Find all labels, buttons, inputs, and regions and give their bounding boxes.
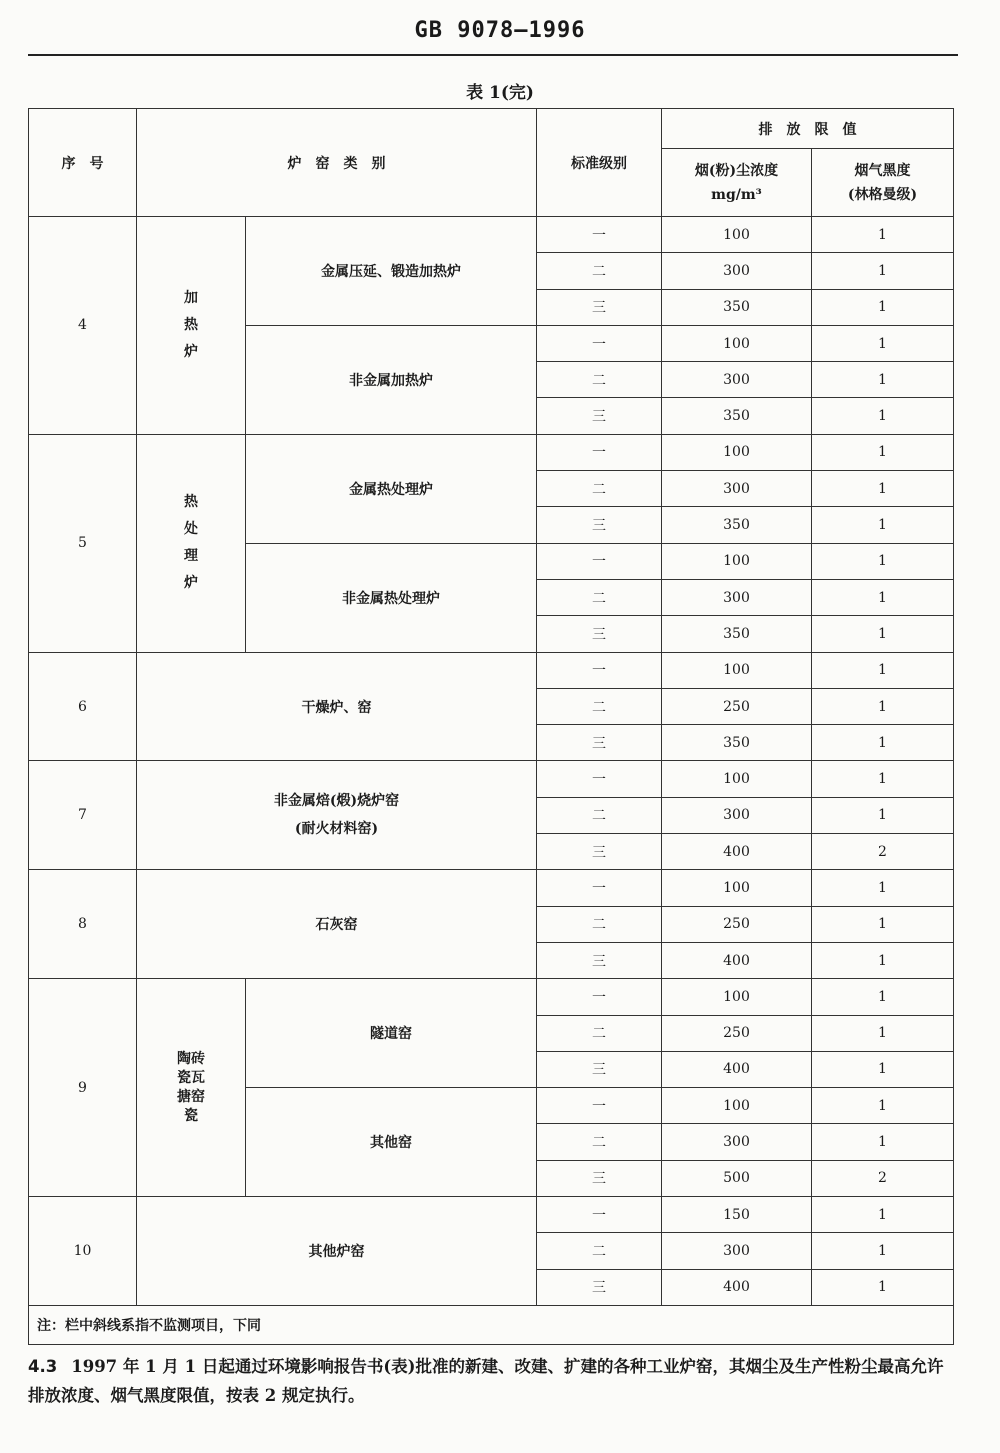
- dust-value: 300: [662, 362, 812, 398]
- level-cell: 二: [537, 688, 662, 724]
- clause-number: 4.3: [28, 1357, 58, 1376]
- header-dust-unit: mg/m³: [711, 186, 762, 203]
- header-smoke: [812, 149, 954, 217]
- level-cell: 二: [537, 253, 662, 289]
- main-category-label: 热处理炉: [184, 494, 198, 592]
- level-cell: 二: [537, 471, 662, 507]
- dust-value: 350: [662, 289, 812, 325]
- smoke-value: 1: [812, 1051, 954, 1087]
- level-cell: 三: [537, 1269, 662, 1305]
- dust-value: 400: [662, 834, 812, 870]
- seq-cell: 5: [29, 434, 137, 652]
- sub-category-cell: 金属压延、锻造加热炉: [246, 217, 537, 326]
- header-dust-line1: 烟(粉)尘浓度: [694, 162, 779, 179]
- header-category: 炉 窑 类 别: [137, 109, 537, 217]
- level-cell: 一: [537, 870, 662, 906]
- smoke-value: 1: [812, 1197, 954, 1233]
- smoke-value: 2: [812, 1160, 954, 1196]
- smoke-value: 1: [812, 289, 954, 325]
- sub-category-cell: 金属热处理炉: [246, 434, 537, 543]
- table-row: [29, 652, 954, 688]
- smoke-value: 1: [812, 1088, 954, 1124]
- standard-code: GB 9078—1996: [414, 18, 586, 43]
- smoke-value: 1: [812, 942, 954, 978]
- sub-category-cell: 非金属加热炉: [246, 325, 537, 434]
- dust-value: 100: [662, 652, 812, 688]
- smoke-value: 1: [812, 906, 954, 942]
- level-cell: 一: [537, 1197, 662, 1233]
- seq-cell: 8: [29, 870, 137, 979]
- emission-limits-table: [28, 108, 954, 1345]
- sub-category-cell: 非金属热处理炉: [246, 543, 537, 652]
- smoke-value: 1: [812, 579, 954, 615]
- dust-value: 400: [662, 942, 812, 978]
- level-cell: 二: [537, 797, 662, 833]
- smoke-value: 1: [812, 1233, 954, 1269]
- dust-value: 500: [662, 1160, 812, 1196]
- seq-cell: 10: [29, 1197, 137, 1306]
- level-cell: 三: [537, 834, 662, 870]
- dust-value: 100: [662, 217, 812, 253]
- main-category-line2: 瓷瓦: [177, 1069, 205, 1086]
- level-cell: 三: [537, 616, 662, 652]
- level-cell: 三: [537, 398, 662, 434]
- category-cell: 石灰窑: [137, 870, 537, 979]
- smoke-value: 1: [812, 398, 954, 434]
- smoke-value: 1: [812, 761, 954, 797]
- dust-value: 350: [662, 616, 812, 652]
- dust-value: 300: [662, 797, 812, 833]
- table-row: [29, 761, 954, 797]
- smoke-value: 1: [812, 434, 954, 470]
- table-row: [29, 1197, 954, 1233]
- dust-value: 350: [662, 507, 812, 543]
- smoke-value: 1: [812, 253, 954, 289]
- main-category-line1: 陶砖: [177, 1050, 205, 1067]
- category-line2: (耐火材料窑): [294, 821, 379, 838]
- level-cell: 一: [537, 1088, 662, 1124]
- level-cell: 二: [537, 906, 662, 942]
- level-cell: 一: [537, 325, 662, 361]
- smoke-value: 1: [812, 1124, 954, 1160]
- smoke-value: 1: [812, 870, 954, 906]
- smoke-value: 1: [812, 725, 954, 761]
- level-cell: 一: [537, 652, 662, 688]
- category-line1: 非金属焙(煅)烧炉窑: [273, 793, 400, 810]
- header-level: 标准级别: [537, 109, 662, 217]
- seq-cell: 6: [29, 652, 137, 761]
- smoke-value: 1: [812, 471, 954, 507]
- dust-value: 300: [662, 1233, 812, 1269]
- clause-4-3: [28, 1352, 958, 1410]
- header-dust: [662, 149, 812, 217]
- dust-value: 250: [662, 688, 812, 724]
- dust-value: 100: [662, 543, 812, 579]
- dust-value: 100: [662, 1088, 812, 1124]
- header-smoke-line2: (林格曼级): [847, 186, 918, 203]
- dust-value: 300: [662, 1124, 812, 1160]
- main-category-cell: [137, 217, 246, 435]
- level-cell: 一: [537, 434, 662, 470]
- dust-value: 100: [662, 870, 812, 906]
- category-cell: 其他炉窑: [137, 1197, 537, 1306]
- main-category-label: 加热炉: [184, 289, 198, 360]
- main-category-cell: [137, 979, 246, 1197]
- dust-value: 100: [662, 434, 812, 470]
- category-cell: [137, 761, 537, 870]
- dust-value: 250: [662, 1015, 812, 1051]
- dust-value: 400: [662, 1051, 812, 1087]
- emission-table-wrapper: [28, 108, 954, 1345]
- header-smoke-line1: 烟气黑度: [854, 162, 911, 179]
- dust-value: 300: [662, 471, 812, 507]
- header-rule: [28, 54, 958, 56]
- level-cell: 三: [537, 725, 662, 761]
- smoke-value: 1: [812, 1015, 954, 1051]
- smoke-value: 1: [812, 688, 954, 724]
- dust-value: 100: [662, 979, 812, 1015]
- smoke-value: 1: [812, 217, 954, 253]
- smoke-value: 1: [812, 362, 954, 398]
- smoke-value: 1: [812, 616, 954, 652]
- level-cell: 一: [537, 761, 662, 797]
- level-cell: 三: [537, 942, 662, 978]
- level-cell: 一: [537, 979, 662, 1015]
- seq-cell: 7: [29, 761, 137, 870]
- header-limit-group: 排 放 限 值: [662, 109, 954, 149]
- level-cell: 三: [537, 289, 662, 325]
- sub-category-cell: 隧道窑: [246, 979, 537, 1088]
- dust-value: 150: [662, 1197, 812, 1233]
- level-cell: 二: [537, 579, 662, 615]
- seq-cell: 9: [29, 979, 137, 1197]
- dust-value: 400: [662, 1269, 812, 1305]
- dust-value: 300: [662, 253, 812, 289]
- smoke-value: 2: [812, 834, 954, 870]
- header-seq: 序 号: [29, 109, 137, 217]
- smoke-value: 1: [812, 325, 954, 361]
- level-cell: 二: [537, 1124, 662, 1160]
- smoke-value: 1: [812, 797, 954, 833]
- seq-cell: 4: [29, 217, 137, 435]
- level-cell: 一: [537, 217, 662, 253]
- level-cell: 三: [537, 507, 662, 543]
- dust-value: 100: [662, 761, 812, 797]
- table-caption: 表 1(完): [466, 83, 534, 103]
- main-category-line3: 搪窑: [177, 1088, 205, 1105]
- dust-value: 250: [662, 906, 812, 942]
- dust-value: 350: [662, 725, 812, 761]
- main-category-cell: [137, 434, 246, 652]
- table-row: [29, 870, 954, 906]
- smoke-value: 1: [812, 979, 954, 1015]
- level-cell: 二: [537, 1233, 662, 1269]
- sub-category-cell: 其他窑: [246, 1088, 537, 1197]
- smoke-value: 1: [812, 543, 954, 579]
- dust-value: 350: [662, 398, 812, 434]
- level-cell: 三: [537, 1051, 662, 1087]
- smoke-value: 1: [812, 652, 954, 688]
- table-row: [29, 979, 954, 1015]
- dust-value: 100: [662, 325, 812, 361]
- level-cell: 三: [537, 1160, 662, 1196]
- category-cell: 干燥炉、窑: [137, 652, 537, 761]
- smoke-value: 1: [812, 1269, 954, 1305]
- level-cell: 二: [537, 1015, 662, 1051]
- level-cell: 一: [537, 543, 662, 579]
- clause-text: 1997 年 1 月 1 日起通过环境影响报告书(表)批准的新建、改建、扩建的各种工业炉窑，其烟尘及生产性粉尘最高允许排放浓度、烟气黑度限值，按表 2 规定执行。: [28, 1357, 944, 1405]
- level-cell: 二: [537, 362, 662, 398]
- table-row: [29, 434, 954, 470]
- dust-value: 300: [662, 579, 812, 615]
- smoke-value: 1: [812, 507, 954, 543]
- table-row: [29, 217, 954, 253]
- table-note: 注：栏中斜线系指不监测项目，下同: [29, 1305, 954, 1344]
- main-category-line4: 瓷: [184, 1107, 198, 1124]
